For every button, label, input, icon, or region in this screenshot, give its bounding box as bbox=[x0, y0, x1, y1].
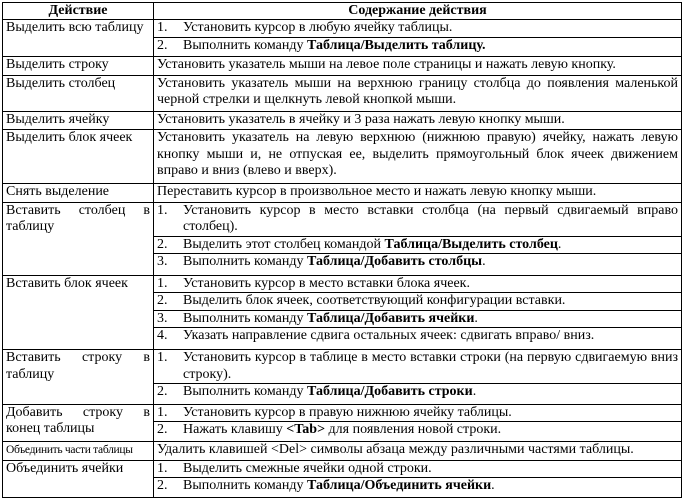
action-cell: Снять выделение bbox=[3, 184, 154, 203]
step-command: Таблица/Выделить таблицу. bbox=[306, 37, 486, 53]
content-cell: Установить указатель в ячейку и 3 раза нажать левую кнопку мыши. bbox=[154, 111, 682, 130]
action-cell: Выделить всю таблицу bbox=[3, 20, 154, 57]
table-row bbox=[3, 442, 682, 461]
step-text: Выполнить команду bbox=[183, 310, 307, 326]
table-header-row bbox=[3, 3, 682, 20]
step-item bbox=[157, 276, 678, 293]
steps-list bbox=[157, 350, 678, 401]
step-number: 1. bbox=[157, 20, 168, 35]
step-item bbox=[157, 20, 678, 37]
step-text: . bbox=[482, 254, 486, 270]
step-number: 1. bbox=[157, 350, 168, 366]
step-text: . bbox=[472, 384, 477, 400]
header-action: Действие bbox=[3, 3, 154, 20]
step-text: Выделить блок ячеек, соответствующий конфигурации вставки. bbox=[183, 293, 566, 309]
table-row bbox=[3, 350, 682, 405]
table-body bbox=[3, 20, 682, 498]
step-text: для появления новой строки. bbox=[325, 422, 502, 438]
step-text: Указать направление сдвига остальных ячеек: сдвигать вправо/ вниз. bbox=[183, 328, 595, 344]
steps-list bbox=[157, 405, 678, 439]
content-cell: Переставить курсор в произвольное место и нажать левую кнопку мыши. bbox=[154, 184, 682, 203]
action-cell: Объединить ячейки bbox=[3, 460, 154, 497]
table-row bbox=[3, 275, 682, 349]
step-number: 4. bbox=[157, 328, 168, 344]
step-number: 2. bbox=[157, 478, 168, 494]
step-text: . bbox=[557, 236, 562, 252]
table-row bbox=[3, 111, 682, 130]
step-number: 1. bbox=[157, 275, 168, 291]
step-command: Таблица/Добавить строки bbox=[306, 384, 473, 400]
steps-list bbox=[157, 20, 678, 54]
step-command: Таблица/Объединить ячейки bbox=[306, 478, 492, 494]
table-row bbox=[3, 460, 682, 497]
action-cell: Вставить блок ячеек bbox=[3, 275, 154, 349]
step-item bbox=[154, 292, 681, 310]
step-command: Таблица/Выделить столбец bbox=[384, 236, 558, 252]
step-command: Таблица/Добавить ячейки bbox=[306, 310, 475, 326]
step-number: 2. bbox=[157, 236, 168, 252]
step-text: Выполнить команду bbox=[183, 254, 307, 270]
step-item bbox=[157, 350, 678, 383]
step-number: 2. bbox=[157, 422, 168, 438]
steps-list bbox=[157, 203, 678, 271]
step-item bbox=[154, 37, 681, 55]
step-text: Нажать клавишу bbox=[183, 422, 287, 438]
content-cell: Установить указатель мыши на левое поле страницы и нажать левую кнопку. bbox=[154, 57, 682, 76]
table-row bbox=[3, 75, 682, 111]
step-text: Выделить этот столбец командой bbox=[183, 236, 385, 252]
action-cell: Выделить строку bbox=[3, 57, 154, 76]
step-text: . bbox=[474, 310, 478, 326]
action-cell: Выделить блок ячеек bbox=[3, 130, 154, 184]
steps-list bbox=[157, 276, 678, 345]
step-number: 3. bbox=[157, 310, 168, 326]
step-item bbox=[154, 253, 681, 271]
step-text: Установить курсор в место вставки блока ячеек. bbox=[183, 275, 470, 291]
table-row bbox=[3, 130, 682, 184]
content-cell: Установить указатель мыши на верхнюю границу столбца до появления маленькой черной стрелки и щелкнуть левой кнопкой мыши. bbox=[154, 75, 682, 111]
content-cell bbox=[154, 20, 682, 57]
table-row bbox=[3, 404, 682, 441]
step-number: 1. bbox=[157, 404, 168, 420]
step-number: 2. bbox=[157, 384, 168, 400]
step-number: 2. bbox=[157, 37, 168, 53]
step-number: 1. bbox=[157, 202, 168, 218]
step-text: Выполнить команду bbox=[183, 37, 307, 53]
table-row bbox=[3, 57, 682, 76]
header-content: Содержание действия bbox=[154, 3, 682, 20]
action-cell: Выделить столбец bbox=[3, 75, 154, 111]
table-row bbox=[3, 20, 682, 57]
action-cell: Объединить части таблицы bbox=[3, 442, 154, 461]
actions-table bbox=[2, 2, 682, 498]
action-cell: Вставить столбец в таблицу bbox=[3, 202, 154, 275]
step-command: <Tab> bbox=[286, 422, 326, 438]
step-number: 2. bbox=[157, 293, 168, 309]
step-item bbox=[157, 203, 678, 236]
step-item bbox=[154, 421, 681, 439]
step-item bbox=[154, 310, 681, 328]
steps-list bbox=[157, 461, 678, 495]
step-text: . bbox=[491, 478, 495, 494]
step-item bbox=[154, 477, 681, 495]
step-text: Выделить смежные ячейки одной строки. bbox=[183, 460, 432, 476]
step-item bbox=[154, 383, 681, 401]
step-item bbox=[154, 236, 681, 254]
content-cell: Установить указатель на левую верхнюю (нижнюю правую) ячейку, нажать левую кнопку мыши и, не отпуская ее, выделить прямоугольный блок ячеек движением вправо и вниз (влево и вверх). bbox=[154, 130, 682, 184]
step-text: Установить курсор в таблице в место вставки строки (на первую сдвигаемую вниз строку). bbox=[183, 350, 678, 382]
content-cell bbox=[154, 350, 682, 405]
step-item bbox=[157, 405, 678, 422]
content-cell bbox=[154, 202, 682, 275]
content-cell bbox=[154, 275, 682, 349]
step-text: Установить курсор в любую ячейку таблицы. bbox=[183, 20, 453, 35]
step-number: 1. bbox=[157, 460, 168, 476]
step-text: Выполнить команду bbox=[183, 478, 307, 494]
step-text: Установить курсор в правую нижнюю ячейку таблицы. bbox=[183, 404, 512, 420]
step-item bbox=[157, 461, 678, 478]
action-cell: Вставить строку в таблицу bbox=[3, 350, 154, 405]
table-row bbox=[3, 184, 682, 203]
step-number: 3. bbox=[157, 254, 168, 270]
table-row bbox=[3, 202, 682, 275]
step-command: Таблица/Добавить столбцы bbox=[306, 254, 483, 270]
action-cell: Добавить строку в конец таблицы bbox=[3, 404, 154, 441]
action-cell: Выделить ячейку bbox=[3, 111, 154, 130]
content-cell: Удалить клавишей <Del> символы абзаца между различными частями таблицы. bbox=[154, 442, 682, 461]
step-item bbox=[154, 327, 681, 345]
content-cell bbox=[154, 404, 682, 441]
step-text: Установить курсор в место вставки столбца (на первый сдвигаемый вправо столбец). bbox=[183, 202, 678, 235]
content-cell bbox=[154, 460, 682, 497]
step-text: Выполнить команду bbox=[183, 384, 307, 400]
